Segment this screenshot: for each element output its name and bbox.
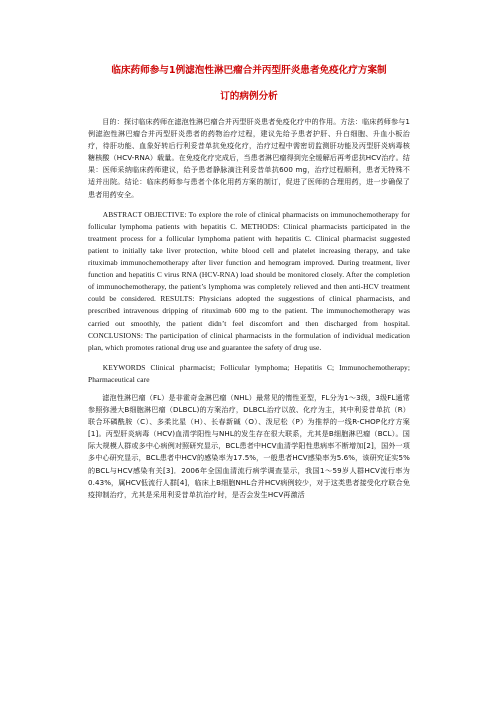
abstract-english: ABSTRACT OBJECTIVE: To explore the role of clinical pharmacists on immunochemotherapy for follicular lymphoma patients with hepatitis C. METHODS: Clinical pharmacists participated in the treatment process for a follicular lymphoma patient with hepatitis C. Clinical pharmacist suggested patient to initially take liver protection, white blood cell and platelet increasing therapy, and take rituximab immunochemotherapy after liver function and hemogram improved. During treatment, liver function and hepatitis C virus RNA (HCV-RNA) load should be monitored closely. After the completion of immunochemotherapy, the patient’s lymphoma was completely relieved and then anti-HCV treatment could be considered. RESULTS: Physicians adopted the suggestions of clinical pharmacists, and prescribed intravenous dripping of rituximab 600 mg to the patient. The immunochemotherapy was carried out smoothly, the patient didn’t feel discomfort and then discharged from hospital. CONCLUSIONS: The participation of clinical pharmacists in the formulation of individual medication plan, which promotes rational drug use and guarantee the safety of drug use. — [88, 209, 410, 352]
document-page — [88, 58, 410, 501]
article-title — [88, 58, 410, 110]
body-text: 滤泡性淋巴瘤（FL）是非霍奇金淋巴瘤（NHL）最常见的惰性亚型，FL分为1～3级，3级FL通常参照弥漫大B细胞淋巴瘤（DLBCL)的方案治疗，DLBCL治疗以放、化疗为主，其中利妥昔单抗（R）联合环磷酰胺（C）、多柔比星（H）、长春新碱（O）、泼尼松（P）为推荐的一线R-CHOP化疗方案[1]。丙型肝炎病毒（HCV)血清学阳性与NHL的发生存在很大联系，尤其是B细胞淋巴瘤（BCL）。国际大规模人群或多中心病例对照研究显示，BCL患者中HCV血清学阳性患病率不断增加[2]，国外一项多中心研究显示，BCL患者中HCV的感染率为17.5%，一般患者HCV感染率为5.6%，该研究证实5%的BCL与HCV感染有关[3]．2006年全国血清流行病学调查显示，我国1～59岁人群HCV流行率为0.43%，属HCV低流行人群[4]，临床上B细胞NHL合并HCV病例较少，对于这类患者接受化疗联合免疫抑制治疗，尤其是采用利妥昔单抗治疗时，是否会发生HCV再激活 — [88, 392, 410, 499]
title-line-1: 临床药师参与1例滤泡性淋巴瘤合并丙型肝炎患者免疫化疗方案制 — [111, 65, 387, 76]
title-line-2: 订的病例分析 — [220, 91, 278, 102]
abstract-chinese: 目的：探讨临床药师在滤泡性淋巴瘤合并丙型肝炎患者免疫化疗中的作用。方法：临床药师参与1例滤泡性淋巴瘤合并丙型肝炎患者的药物治疗过程，建议先给予患者护肝、升白细胞、升血小板治疗，待肝功能、血象好转后行利妥昔单抗免疫化疗，治疗过程中需密切监测肝功能及丙型肝炎病毒核糖核酸（HCV-RNA）载量。在免疫化疗完成后，当患者淋巴瘤得到完全缓解后再考虑抗HCV治疗。结果：医师采纳临床药师建议，给予患者静脉滴注利妥昔单抗600 mg，治疗过程顺利，患者无特殊不适并出院。结论：临床药师参与患者个体化用药方案的制订，促进了医师的合理用药，进一步确保了患者用药安全。 — [88, 117, 410, 199]
keywords: KEYWORDS Clinical pharmacist; Follicular lymphoma; Hepatitis C; Immunochemotherapy; Pharmaceutical care — [88, 362, 410, 384]
